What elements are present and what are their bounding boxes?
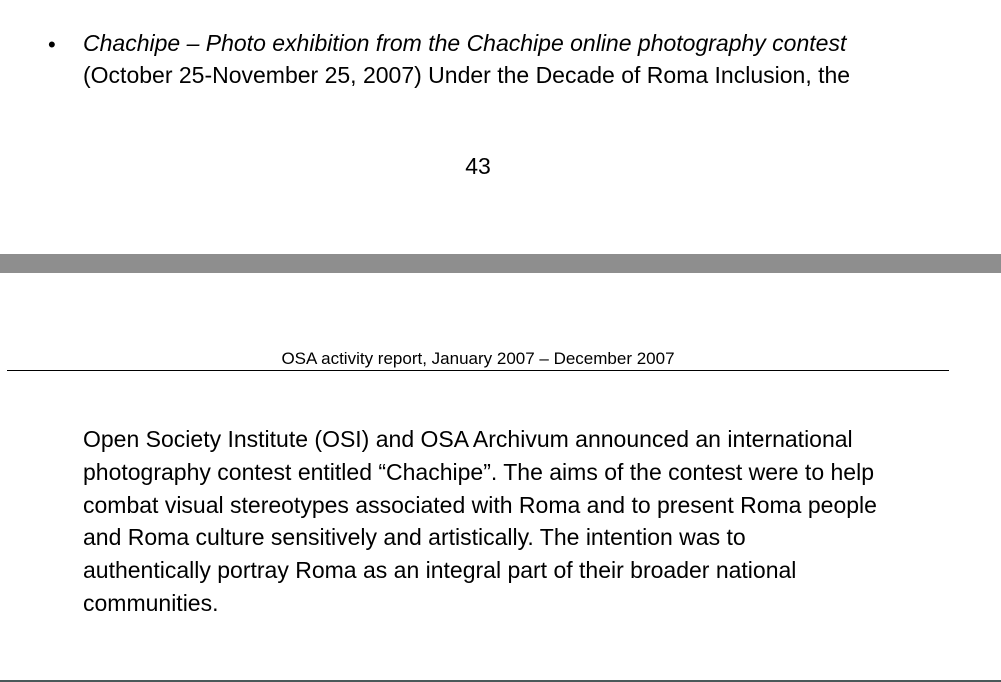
page-number: 43 bbox=[465, 153, 491, 179]
next-page bbox=[0, 273, 1001, 682]
paragraph-line: communities. bbox=[83, 589, 219, 616]
bullet-title: Chachipe – Photo exhibition from the Chachipe online photography contest bbox=[83, 30, 847, 56]
paragraph-line: Open Society Institute (OSI) and OSA Archivum announced an international bbox=[83, 426, 853, 452]
paragraph-line: and Roma culture sensitively and artistically. The intention was to bbox=[83, 524, 746, 551]
paragraph-line: combat visual stereotypes associated with Roma and to present Roma people bbox=[83, 491, 877, 518]
paragraph-line: photography contest entitled “Chachipe”. The aims of the contest were to help bbox=[83, 458, 874, 485]
paragraph-line: authentically portray Roma as an integral part of their broader national bbox=[83, 557, 797, 584]
bullet-icon: • bbox=[48, 32, 56, 57]
running-header: OSA activity report, January 2007 – December 2007 bbox=[281, 349, 675, 368]
page-separator bbox=[0, 254, 1001, 273]
header-rule bbox=[7, 370, 949, 371]
bullet-continuation: (October 25-November 25, 2007) Under the Decade of Roma Inclusion, the bbox=[83, 62, 851, 88]
body-paragraph bbox=[83, 423, 973, 620]
previous-page bbox=[0, 0, 1001, 254]
